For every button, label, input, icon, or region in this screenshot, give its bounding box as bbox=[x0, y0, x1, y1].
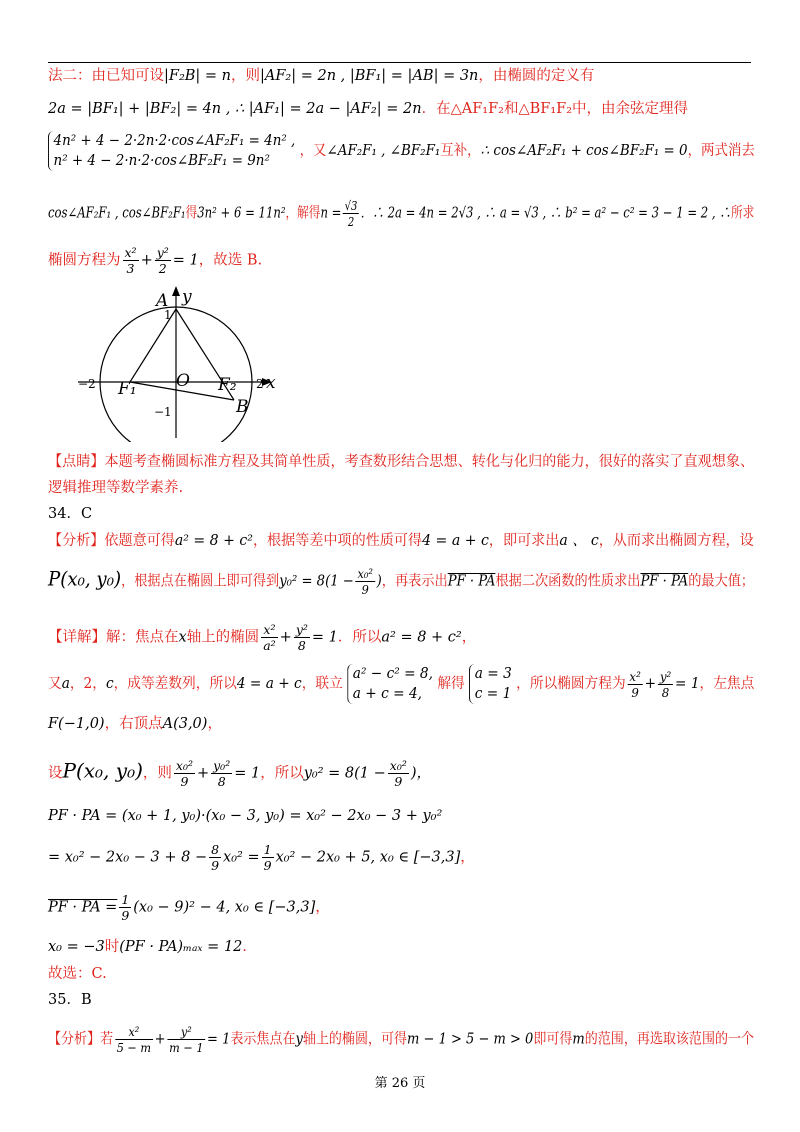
ellipse-figure bbox=[70, 282, 290, 442]
tick-neg2: −2 bbox=[78, 377, 96, 391]
q34-detail-line-7: PF · PA = $\frac{1}{9}$ (x₀ − 9)² − 4, x₀ ∈ [−3,3]， bbox=[48, 892, 330, 923]
method2-line-1: 法二：由已知可设|F₂B| = n，则|AF₂| = 2n , |BF₁| = |AB| = 3n，由椭圆的定义有 bbox=[48, 68, 595, 84]
q34-number: 34．C bbox=[48, 506, 93, 522]
header-rule bbox=[48, 62, 751, 63]
comment-line-2: 逻辑推理等数学素养. bbox=[48, 480, 184, 496]
label-y: y bbox=[182, 287, 192, 307]
comment-line-1: 【点睛】本题考查椭圆标准方程及其简单性质，考查数形结合思想、转化与化归的能力，很好的落实了直观想象、 bbox=[48, 454, 755, 470]
q34-analysis-line-1: 【分析】依题意可得a² = 8 + c²，根据等差中项的性质可得4 = a + c，即可求出a 、 c，从而求出椭圆方程，设 bbox=[48, 533, 754, 549]
method2-line-5: 椭圆方程为 $\frac{\text{x²}}{3}$ + $\frac{\text{y²}}{2}$ = 1，故选 B. bbox=[48, 245, 263, 276]
q34-detail-line-4: 设P(x₀, y₀)，则 $\frac{\text{x₀²}}{9}$ + $\frac{\text{y₀²}}{8}$ = 1，所以y₀² = 8(1 − $\frac{\text{x₀²}}{9}$ )， bbox=[48, 758, 432, 789]
tick-1: 1 bbox=[164, 308, 172, 322]
q34-detail-line-5: PF · PA = (x₀ + 1, y₀)·(x₀ − 3, y₀) = x₀² − 2x₀ − 3 + y₀² bbox=[48, 808, 443, 824]
q34-detail-line-1: 【详解】解：焦点在x轴上的椭圆 $\frac{\text{x²}}{\text{a²}}$ + $\frac{\text{y²}}{8}$ = 1．所以a² = 8 + c²， bbox=[48, 622, 477, 653]
label-A: A bbox=[156, 291, 169, 311]
label-F1: F₁ bbox=[118, 379, 137, 399]
q34-answer: 故选：C. bbox=[48, 966, 107, 982]
cosine-system: 4n² + 4 − 2·2n·2·cos∠AF₂F₁ = 4n² , n² + 4 − 2·n·2·cos∠BF₂F₁ = 9n² bbox=[48, 131, 295, 171]
page-number: 第 26 页 bbox=[374, 1076, 426, 1091]
q34-detail-line-6: = x₀² − 2x₀ − 3 + 8 − $\frac{8}{9}$ x₀² = $\frac{1}{9}$ x₀² − 2x₀ + 5, x₀ ∈ [−3,3]， bbox=[48, 842, 475, 873]
system-ac: a² − c² = 8, a + c = 4, bbox=[347, 664, 433, 704]
method2-line-3: 4n² + 4 − 2·2n·2·cos∠AF₂F₁ = 4n² , n² + 4 − 2·n·2·cos∠BF₂F₁ = 9n² ，又∠AF₂F₁ , ∠BF₂F₁互补，∴ cos∠AF₂F₁ + cos∠BF₂F₁ = 0，两式消去 bbox=[48, 131, 755, 171]
tick-2: 2 bbox=[256, 377, 264, 391]
q34-detail-line-8: x₀ = −3时(PF · PA)ₘₐₓ = 12． bbox=[48, 939, 257, 955]
method2-line-4: cos∠AF₂F₁ , cos∠BF₂F₁得3n² + 6 = 11n²，解得n = $\frac{√3}{2}$ ．∴ 2a = 4n = 2√3 , ∴ a = √3 , ∴ b² = a² − c² = 3 − 1 = 2 , ∴所求 bbox=[48, 198, 755, 229]
label-F2: F₂ bbox=[218, 375, 237, 395]
label-x: x bbox=[266, 373, 276, 393]
q35-number: 35．B bbox=[48, 992, 92, 1008]
system-solution: a = 3 c = 1 bbox=[469, 664, 512, 704]
method2-line-2: 2a = |BF₁| + |BF₂| = 4n , ∴ |AF₁| = 2a − |AF₂| = 2n．在△AF₁F₂和△BF₁F₂中，由余弦定理得 bbox=[48, 101, 689, 117]
label-B: B bbox=[236, 397, 249, 417]
tick-neg1: −1 bbox=[154, 405, 172, 419]
y-axis-arrow bbox=[172, 286, 180, 296]
q34-analysis-line-2: P(x₀, y₀)，根据点在椭圆上即可得到y₀² = 8(1 − $\frac{\text{x₀²}}{9}$ )，再表示出PF · PA根据二次函数的性质求出PF · PA的最大值； bbox=[48, 566, 755, 597]
q35-analysis-line-1: 【分析】若 $\frac{\text{x²}}{5 - m}$ + $\frac{\text{y²}}{m - 1}$ = 1表示焦点在y轴上的椭圆，可得m − 1 > 5 − m > 0即可得m的范围，再选取该范围的一个 bbox=[48, 1024, 755, 1055]
q34-detail-line-2: 又a，2，c，成等差数列，所以4 = a + c，联立 a² − c² = 8, a + c = 4, 解得 a = 3 c = 1 ，所以椭圆方程为 $\frac{\text{x²}}{9}$ + $\frac{\text{y²}}{8}$ = 1，左焦点 bbox=[48, 666, 755, 702]
label-O: O bbox=[176, 371, 190, 391]
q34-detail-line-3: F(−1,0)，右顶点A(3,0)， bbox=[48, 716, 222, 732]
